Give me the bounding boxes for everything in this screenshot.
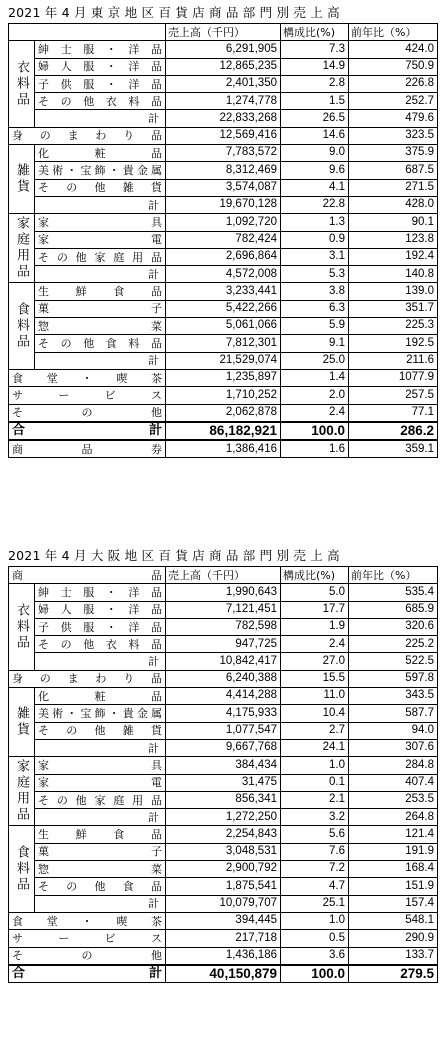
group-label-cell: 家庭用品 <box>9 757 35 826</box>
yoy-cell: 1077.9 <box>349 369 438 386</box>
yoy-cell: 90.1 <box>349 214 438 231</box>
share-cell: 1.0 <box>281 757 349 774</box>
subtotal-row <box>9 809 438 826</box>
share-cell: 1.5 <box>281 93 349 110</box>
yoy-cell: 428.0 <box>349 196 438 213</box>
item-row <box>9 636 438 653</box>
sales-cell: 10,079,707 <box>166 895 281 912</box>
share-cell: 15.5 <box>281 670 349 687</box>
item-name-cell: その他衣料品 <box>35 93 166 110</box>
category-row <box>9 912 438 929</box>
category-name-cell: 身のまわり品 <box>9 127 166 144</box>
share-cell: 26.5 <box>281 110 349 127</box>
yoy-cell: 279.5 <box>349 965 438 983</box>
subtotal-row <box>9 110 438 127</box>
sales-cell: 5,061,066 <box>166 318 281 335</box>
yoy-cell: 535.4 <box>349 584 438 601</box>
sales-cell: 4,175,933 <box>166 705 281 722</box>
category-row <box>9 947 438 965</box>
item-name-cell: 美術・宝飾・貴金属 <box>35 162 166 179</box>
yoy-cell: 290.9 <box>349 930 438 947</box>
osaka-table-title: 2021 年 4 月 大 阪 地 区 百 貨 店 商 品 部 門 別 売 上 高 <box>8 548 340 563</box>
share-cell: 3.1 <box>281 248 349 265</box>
yoy-cell: 168.4 <box>349 861 438 878</box>
item-name-cell: 家電 <box>35 231 166 248</box>
category-name-cell: サービス <box>9 387 166 404</box>
share-cell: 1.0 <box>281 912 349 929</box>
total-row <box>9 965 438 983</box>
sales-cell: 2,401,350 <box>166 75 281 92</box>
share-cell: 0.1 <box>281 774 349 791</box>
share-cell: 9.0 <box>281 145 349 162</box>
yoy-cell: 191.9 <box>349 843 438 860</box>
item-row <box>9 179 438 196</box>
yoy-cell: 94.0 <box>349 722 438 739</box>
item-row <box>9 58 438 75</box>
item-row <box>9 705 438 722</box>
category-row <box>9 369 438 386</box>
category-row <box>9 670 438 687</box>
sales-cell: 384,434 <box>166 757 281 774</box>
sales-cell: 2,254,843 <box>166 826 281 843</box>
sales-cell: 7,812,301 <box>166 335 281 352</box>
gift-certificate-name-cell: 商品券 <box>9 440 166 458</box>
share-cell: 3.6 <box>281 947 349 965</box>
yoy-cell: 123.8 <box>349 231 438 248</box>
category-row <box>9 930 438 947</box>
group-label-cell: 家庭用品 <box>9 214 35 283</box>
category-row <box>9 404 438 422</box>
share-cell: 2.8 <box>281 75 349 92</box>
sales-cell: 1,274,778 <box>166 93 281 110</box>
subtotal-label-cell: 計 <box>35 653 166 670</box>
item-row <box>9 843 438 860</box>
share-cell: 9.1 <box>281 335 349 352</box>
item-name-cell: その他雑貨 <box>35 722 166 739</box>
item-name-cell: 惣菜 <box>35 318 166 335</box>
yoy-cell: 271.5 <box>349 179 438 196</box>
category-name-cell: 食堂・喫茶 <box>9 912 166 929</box>
share-cell: 17.7 <box>281 601 349 618</box>
share-cell: 0.9 <box>281 231 349 248</box>
sales-cell: 947,725 <box>166 636 281 653</box>
item-row <box>9 162 438 179</box>
sales-cell: 3,233,441 <box>166 283 281 300</box>
yoy-cell: 192.5 <box>349 335 438 352</box>
sales-cell: 3,574,087 <box>166 179 281 196</box>
share-cell: 25.0 <box>281 352 349 369</box>
item-name-cell: 家具 <box>35 214 166 231</box>
item-name-cell: 惣菜 <box>35 861 166 878</box>
share-cell: 100.0 <box>281 422 349 440</box>
group-label-cell: 衣料品 <box>9 584 35 670</box>
item-name-cell: 紳士服・洋品 <box>35 41 166 58</box>
share-cell: 27.0 <box>281 653 349 670</box>
share-cell: 3.2 <box>281 809 349 826</box>
subtotal-label-cell: 計 <box>35 809 166 826</box>
item-name-cell: 菓子 <box>35 843 166 860</box>
subtotal-label-cell: 計 <box>35 739 166 756</box>
yoy-cell: 140.8 <box>349 266 438 283</box>
share-cell: 6.3 <box>281 300 349 317</box>
item-row <box>9 93 438 110</box>
sales-cell: 40,150,879 <box>166 965 281 983</box>
item-row <box>9 214 438 231</box>
share-cell: 25.1 <box>281 895 349 912</box>
share-cell: 2.4 <box>281 636 349 653</box>
item-row <box>9 248 438 265</box>
category-name-cell: サービス <box>9 930 166 947</box>
share-cell: 24.1 <box>281 739 349 756</box>
header-row <box>9 567 438 584</box>
yoy-cell: 479.6 <box>349 110 438 127</box>
sales-cell: 12,569,416 <box>166 127 281 144</box>
share-cell: 2.0 <box>281 387 349 404</box>
sales-cell: 1,235,897 <box>166 369 281 386</box>
item-name-cell: その他家庭用品 <box>35 248 166 265</box>
yoy-cell: 351.7 <box>349 300 438 317</box>
item-row <box>9 300 438 317</box>
sales-cell: 3,048,531 <box>166 843 281 860</box>
item-name-cell: 婦人服・洋品 <box>35 58 166 75</box>
subtotal-label-cell: 計 <box>35 110 166 127</box>
category-name-cell: その他 <box>9 404 166 422</box>
header-yoy-cell: 前年比（%） <box>349 567 438 584</box>
osaka-sales-table <box>8 566 438 983</box>
item-name-cell: 紳士服・洋品 <box>35 584 166 601</box>
yoy-cell: 597.8 <box>349 670 438 687</box>
yoy-cell: 225.2 <box>349 636 438 653</box>
subtotal-row <box>9 266 438 283</box>
share-cell: 5.0 <box>281 584 349 601</box>
sales-cell: 5,422,266 <box>166 300 281 317</box>
yoy-cell: 133.7 <box>349 947 438 965</box>
subtotal-row <box>9 653 438 670</box>
item-row <box>9 774 438 791</box>
share-cell: 7.3 <box>281 41 349 58</box>
yoy-cell: 139.0 <box>349 283 438 300</box>
header-share-cell: 構成比(%) <box>281 24 349 41</box>
group-label-cell: 食料品 <box>9 826 35 912</box>
share-cell: 1.9 <box>281 618 349 635</box>
sales-cell: 1,875,541 <box>166 878 281 895</box>
group-label-cell: 食料品 <box>9 283 35 369</box>
sales-cell: 1,272,250 <box>166 809 281 826</box>
sales-cell: 22,833,268 <box>166 110 281 127</box>
subtotal-row <box>9 895 438 912</box>
total-name-cell: 合計 <box>9 422 166 440</box>
item-name-cell: 美術・宝飾・貴金属 <box>35 705 166 722</box>
group-label-cell: 衣料品 <box>9 41 35 127</box>
sales-cell: 7,783,572 <box>166 145 281 162</box>
yoy-cell: 151.9 <box>349 878 438 895</box>
category-row <box>9 387 438 404</box>
total-name-cell: 合計 <box>9 965 166 983</box>
item-row <box>9 757 438 774</box>
item-row <box>9 618 438 635</box>
share-cell: 7.6 <box>281 843 349 860</box>
header-yoy-cell: 前年比（%） <box>349 24 438 41</box>
share-cell: 1.6 <box>281 440 349 458</box>
item-name-cell: 家電 <box>35 774 166 791</box>
item-row <box>9 722 438 739</box>
share-cell: 7.2 <box>281 861 349 878</box>
item-row <box>9 41 438 58</box>
share-cell: 9.6 <box>281 162 349 179</box>
yoy-cell: 253.5 <box>349 791 438 808</box>
sales-cell: 31,475 <box>166 774 281 791</box>
yoy-cell: 587.7 <box>349 705 438 722</box>
yoy-cell: 192.4 <box>349 248 438 265</box>
tokyo-table-title: 2021 年 4 月 東 京 地 区 百 貨 店 商 品 部 門 別 売 上 高 <box>8 5 340 20</box>
item-name-cell: その他雑貨 <box>35 179 166 196</box>
sales-cell: 1,710,252 <box>166 387 281 404</box>
share-cell: 1.3 <box>281 214 349 231</box>
item-name-cell: 生鮮食品 <box>35 283 166 300</box>
yoy-cell: 226.8 <box>349 75 438 92</box>
yoy-cell: 548.1 <box>349 912 438 929</box>
sales-cell: 8,312,469 <box>166 162 281 179</box>
subtotal-row <box>9 739 438 756</box>
sales-cell: 856,341 <box>166 791 281 808</box>
item-name-cell: その他食料品 <box>35 335 166 352</box>
sales-cell: 21,529,074 <box>166 352 281 369</box>
yoy-cell: 77.1 <box>349 404 438 422</box>
sales-cell: 12,865,235 <box>166 58 281 75</box>
share-cell: 11.0 <box>281 688 349 705</box>
category-name-cell: 食堂・喫茶 <box>9 369 166 386</box>
item-name-cell: 化粧品 <box>35 145 166 162</box>
sales-cell: 1,077,547 <box>166 722 281 739</box>
sales-cell: 2,900,792 <box>166 861 281 878</box>
sales-cell: 1,990,643 <box>166 584 281 601</box>
yoy-cell: 750.9 <box>349 58 438 75</box>
subtotal-label-cell: 計 <box>35 266 166 283</box>
sales-cell: 1,092,720 <box>166 214 281 231</box>
sales-cell: 6,291,905 <box>166 41 281 58</box>
header-share-cell: 構成比(%) <box>281 567 349 584</box>
category-name-cell: 身のまわり品 <box>9 670 166 687</box>
sales-cell: 6,240,388 <box>166 670 281 687</box>
sales-cell: 9,667,768 <box>166 739 281 756</box>
group-label-cell: 雑貨 <box>9 688 35 757</box>
share-cell: 2.7 <box>281 722 349 739</box>
item-name-cell: 子供服・洋品 <box>35 618 166 635</box>
item-row <box>9 283 438 300</box>
sales-cell: 4,572,008 <box>166 266 281 283</box>
item-name-cell: その他食品 <box>35 878 166 895</box>
item-name-cell: 菓子 <box>35 300 166 317</box>
yoy-cell: 522.5 <box>349 653 438 670</box>
share-cell: 4.1 <box>281 179 349 196</box>
yoy-cell: 157.4 <box>349 895 438 912</box>
header-sales-cell: 売上高（千円） <box>166 24 281 41</box>
subtotal-label-cell: 計 <box>35 196 166 213</box>
header-item-cell <box>9 24 166 41</box>
sales-cell: 1,436,186 <box>166 947 281 965</box>
total-row <box>9 422 438 440</box>
item-row <box>9 601 438 618</box>
header-sales-cell: 売上高（千円） <box>166 567 281 584</box>
yoy-cell: 343.5 <box>349 688 438 705</box>
item-name-cell: 婦人服・洋品 <box>35 601 166 618</box>
item-row <box>9 231 438 248</box>
yoy-cell: 257.5 <box>349 387 438 404</box>
share-cell: 14.9 <box>281 58 349 75</box>
yoy-cell: 407.4 <box>349 774 438 791</box>
yoy-cell: 225.3 <box>349 318 438 335</box>
item-name-cell: 子供服・洋品 <box>35 75 166 92</box>
category-name-cell: その他 <box>9 947 166 965</box>
subtotal-label-cell: 計 <box>35 895 166 912</box>
category-row <box>9 127 438 144</box>
share-cell: 14.6 <box>281 127 349 144</box>
sales-cell: 4,414,288 <box>166 688 281 705</box>
yoy-cell: 359.1 <box>349 440 438 458</box>
share-cell: 22.8 <box>281 196 349 213</box>
yoy-cell: 264.8 <box>349 809 438 826</box>
yoy-cell: 424.0 <box>349 41 438 58</box>
item-name-cell: 家具 <box>35 757 166 774</box>
share-cell: 5.9 <box>281 318 349 335</box>
item-row <box>9 688 438 705</box>
share-cell: 2.1 <box>281 791 349 808</box>
sales-cell: 2,696,864 <box>166 248 281 265</box>
gift-certificate-row <box>9 440 438 458</box>
subtotal-row <box>9 196 438 213</box>
item-row <box>9 75 438 92</box>
item-row <box>9 145 438 162</box>
item-name-cell: その他家庭用品 <box>35 791 166 808</box>
share-cell: 0.5 <box>281 930 349 947</box>
sales-cell: 782,424 <box>166 231 281 248</box>
share-cell: 100.0 <box>281 965 349 983</box>
sales-cell: 2,062,878 <box>166 404 281 422</box>
share-cell: 3.8 <box>281 283 349 300</box>
header-item-cell: 商品 <box>9 567 166 584</box>
yoy-cell: 685.9 <box>349 601 438 618</box>
sales-cell: 1,386,416 <box>166 440 281 458</box>
sales-cell: 19,670,128 <box>166 196 281 213</box>
sales-cell: 7,121,451 <box>166 601 281 618</box>
yoy-cell: 375.9 <box>349 145 438 162</box>
share-cell: 4.7 <box>281 878 349 895</box>
yoy-cell: 121.4 <box>349 826 438 843</box>
sales-cell: 217,718 <box>166 930 281 947</box>
header-row <box>9 24 438 41</box>
item-row <box>9 791 438 808</box>
sales-cell: 10,842,417 <box>166 653 281 670</box>
item-row <box>9 584 438 601</box>
item-name-cell: 化粧品 <box>35 688 166 705</box>
yoy-cell: 320.6 <box>349 618 438 635</box>
item-row <box>9 861 438 878</box>
tokyo-sales-table <box>8 23 438 458</box>
share-cell: 5.6 <box>281 826 349 843</box>
item-row <box>9 335 438 352</box>
subtotal-row <box>9 352 438 369</box>
share-cell: 10.4 <box>281 705 349 722</box>
share-cell: 1.4 <box>281 369 349 386</box>
sales-cell: 86,182,921 <box>166 422 281 440</box>
yoy-cell: 252.7 <box>349 93 438 110</box>
item-row <box>9 826 438 843</box>
item-row <box>9 878 438 895</box>
yoy-cell: 307.6 <box>349 739 438 756</box>
item-name-cell: その他衣料品 <box>35 636 166 653</box>
sales-cell: 782,598 <box>166 618 281 635</box>
yoy-cell: 211.6 <box>349 352 438 369</box>
share-cell: 5.3 <box>281 266 349 283</box>
subtotal-label-cell: 計 <box>35 352 166 369</box>
item-name-cell: 生鮮食品 <box>35 826 166 843</box>
yoy-cell: 323.5 <box>349 127 438 144</box>
item-row <box>9 318 438 335</box>
yoy-cell: 286.2 <box>349 422 438 440</box>
sales-cell: 394,445 <box>166 912 281 929</box>
yoy-cell: 687.5 <box>349 162 438 179</box>
group-label-cell: 雑貨 <box>9 145 35 214</box>
yoy-cell: 284.8 <box>349 757 438 774</box>
share-cell: 2.4 <box>281 404 349 422</box>
